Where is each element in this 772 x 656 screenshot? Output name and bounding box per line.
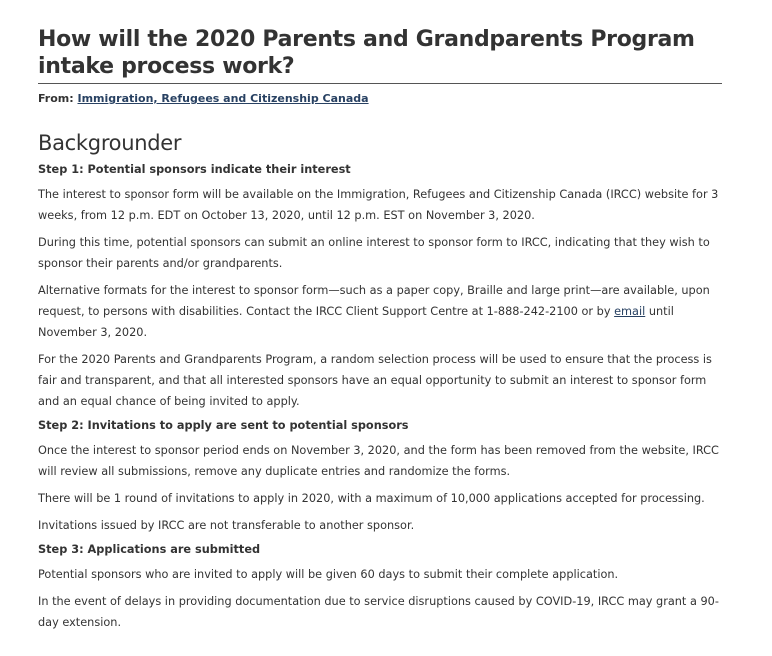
section-heading: Backgrounder bbox=[38, 131, 182, 155]
step-heading: Step 2: Invitations to apply are sent to potential sponsors bbox=[38, 419, 409, 432]
alt-formats-text: Alternative formats for the interest to sponsor form—such as a paper copy, Braille and large print—are available, upon request, to persons with disabilities. Contact the IRCC Client Support Centre at 1-888-242-2100 or by bbox=[38, 284, 710, 318]
step-heading: Step 1: Potential sponsors indicate their interest bbox=[38, 163, 351, 176]
from-line bbox=[38, 91, 722, 107]
email-link[interactable]: email bbox=[614, 305, 646, 318]
paragraph: Once the interest to sponsor period ends on November 3, 2020, and the form has been removed from the website, IRCC will review all submissions, remove any duplicate entries and randomize the forms. bbox=[38, 444, 719, 478]
alt-formats-paragraph bbox=[38, 280, 722, 343]
paragraph: In the event of delays in providing documentation due to service disruptions caused by COVID-19, IRCC may grant a 90-day extension. bbox=[38, 595, 719, 629]
paragraph: The interest to sponsor form will be available on the Immigration, Refugees and Citizenship Canada (IRCC) website for 3 weeks, from 12 p.m. EDT on October 13, 2020, until 12 p.m. EST on November 3, 2020. bbox=[38, 188, 719, 222]
from-label: From: bbox=[38, 92, 74, 105]
paragraph: During this time, potential sponsors can submit an online interest to sponsor form to IRCC, indicating that they wish to sponsor their parents and/or grandparents. bbox=[38, 236, 710, 270]
page-title: How will the 2020 Parents and Grandparents Program intake process work? bbox=[38, 26, 722, 84]
paragraph: There will be 1 round of invitations to apply in 2020, with a maximum of 10,000 applications accepted for processing. bbox=[38, 492, 705, 505]
paragraph: Invitations issued by IRCC are not transferable to another sponsor. bbox=[38, 519, 415, 532]
source-link[interactable]: Immigration, Refugees and Citizenship Canada bbox=[77, 92, 369, 105]
paragraph: For the 2020 Parents and Grandparents Program, a random selection process will be used to ensure that the process is fair and transparent, and that all interested sponsors have an equal opportunity to submit an interest to sponsor form and an equal chance of being invited to apply. bbox=[38, 353, 712, 408]
alt-formats-text-end: until November 3, 2020. bbox=[38, 305, 674, 339]
paragraph: Potential sponsors who are invited to apply will be given 60 days to submit their complete application. bbox=[38, 568, 619, 581]
step-heading: Step 3: Applications are submitted bbox=[38, 543, 261, 556]
